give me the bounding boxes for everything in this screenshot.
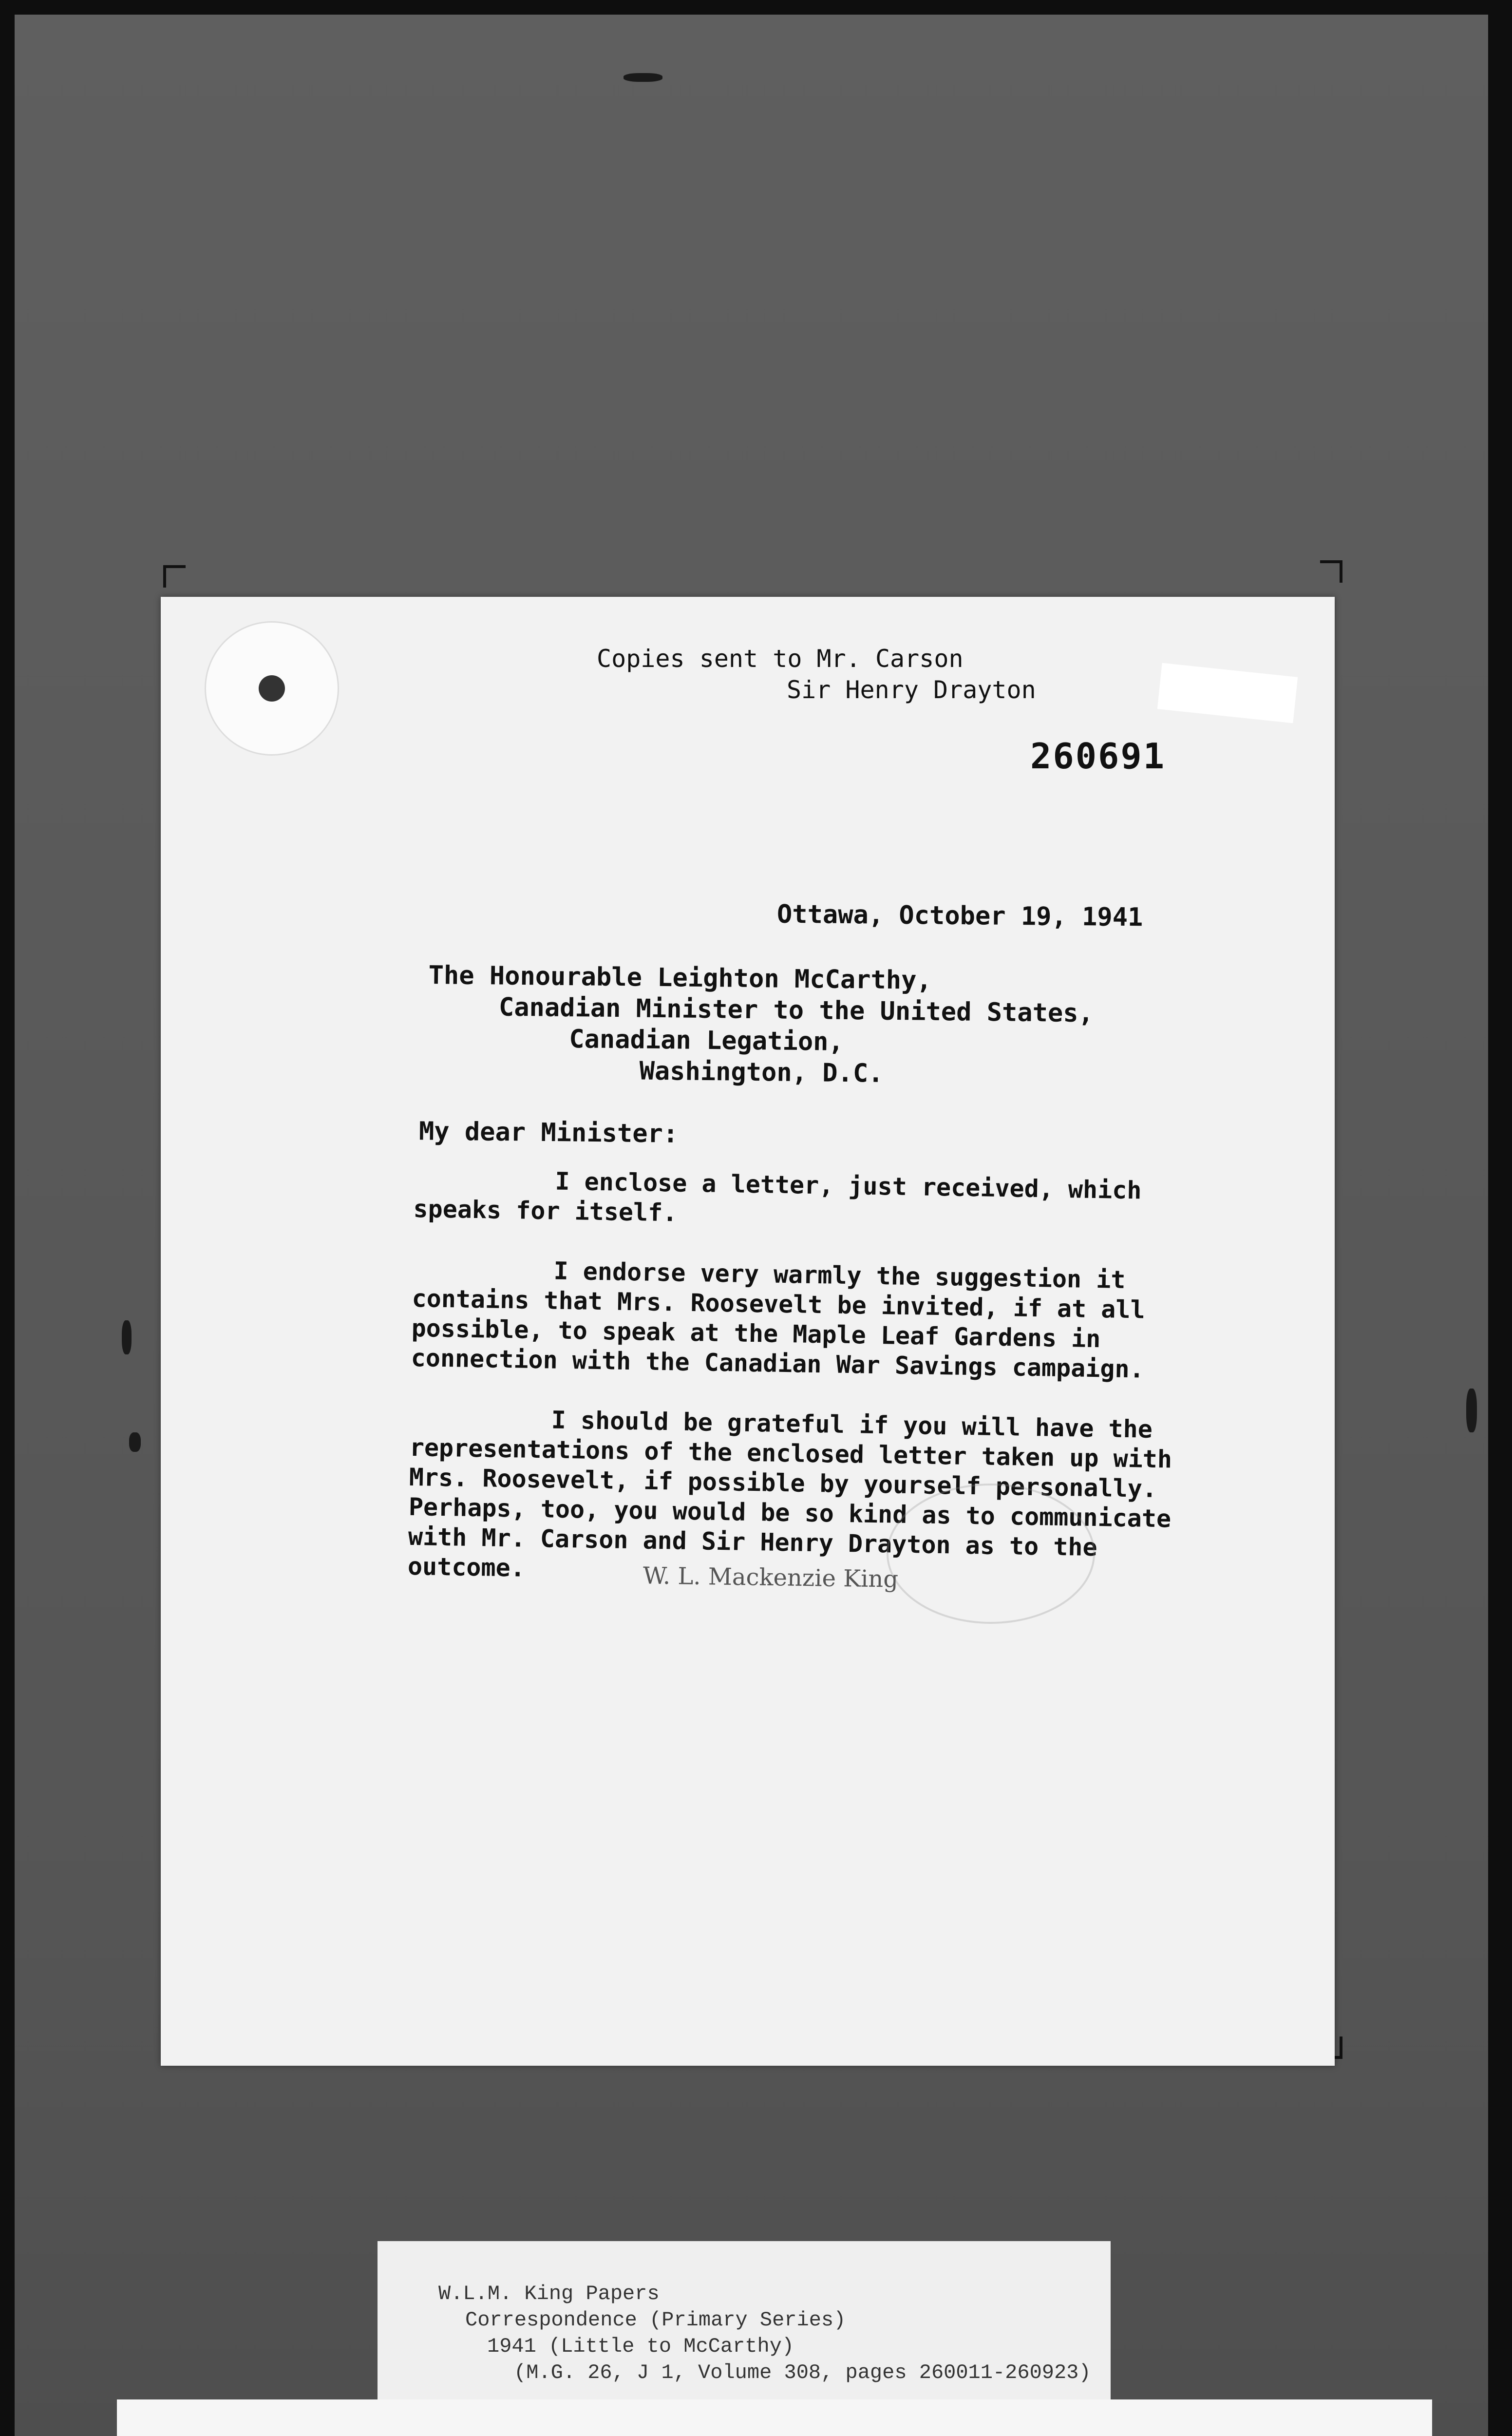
- reference-line: (M.G. 26, J 1, Volume 308, pages 260011-260923): [514, 2361, 1091, 2384]
- body-paragraph: I enclose a letter, just received, which speaks for itself.: [413, 1167, 1142, 1227]
- body-paragraph: I should be grateful if you will have the representations of the enclosed letter taken up with Mrs. Roosevelt, if possible by yourself personally. Perhaps, too, you would be so kind as to communicate with Mr. Carson and Sir Henry Drayton as to the outcome.: [407, 1406, 1172, 1582]
- reference-line: Correspondence (Primary Series): [465, 2308, 846, 2332]
- address-line: Washington, D.C.: [639, 1056, 884, 1088]
- board-speck: [1466, 1389, 1477, 1432]
- address-line: Canadian Minister to the United States,: [498, 992, 1094, 1028]
- reference-line: 1941 (Little to McCarthy): [487, 2335, 794, 2358]
- board-speck: [624, 73, 662, 82]
- letter-sheet: [161, 597, 1335, 2066]
- copies-line: Copies sent to Mr. Carson: [597, 645, 964, 673]
- reference-label: [378, 2241, 1111, 2402]
- letter-date: Ottawa, October 19, 1941: [776, 899, 1143, 933]
- address-line: The Honourable Leighton McCarthy,: [428, 960, 932, 995]
- copies-line: Sir Henry Drayton: [787, 676, 1036, 704]
- corner-mark: [163, 565, 186, 588]
- archives-plate: [117, 2399, 1432, 2436]
- signature: W. L. Mackenzie King: [643, 1562, 899, 1593]
- copies-note: [597, 643, 1036, 705]
- punch-hole: [259, 675, 285, 702]
- paper-sticker: [1157, 663, 1298, 723]
- salutation: My dear Minister:: [418, 1117, 679, 1149]
- body-paragraph: I endorse very warmly the suggestion it contains that Mrs. Roosevelt be invited, if at all possible, to speak at the Maple Leaf Gardens in connection with the Canadian War Savings campaign.: [411, 1256, 1146, 1384]
- punch-hole-reinforcement: [205, 621, 339, 756]
- board-speck: [129, 1432, 141, 1452]
- recipient-address: [427, 960, 1094, 1091]
- reference-line: W.L.M. King Papers: [438, 2282, 660, 2305]
- address-line: Canadian Legation,: [568, 1025, 844, 1057]
- corner-mark: [1320, 560, 1342, 583]
- document-number: 260691: [1030, 736, 1166, 777]
- faint-stamp: [887, 1484, 1095, 1624]
- board-speck: [122, 1320, 132, 1354]
